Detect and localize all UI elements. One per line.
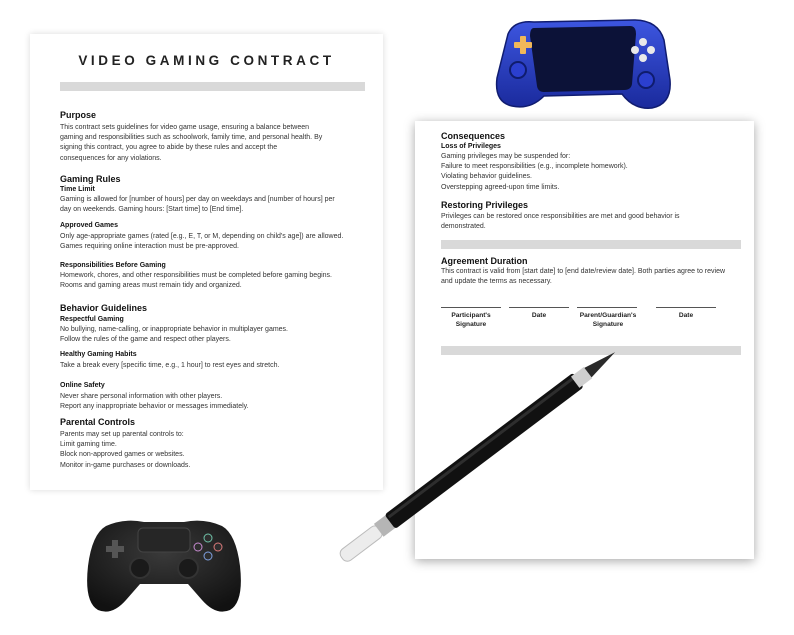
responsibilities-text bbox=[60, 271, 332, 291]
signature-line bbox=[509, 307, 569, 308]
label-line: Parent/Guardian's bbox=[579, 312, 637, 319]
purpose-text bbox=[60, 123, 322, 164]
time-limit-heading: Time Limit bbox=[60, 186, 95, 193]
page-title: VIDEO GAMING CONTRACT bbox=[78, 53, 335, 68]
signature-line bbox=[441, 307, 501, 308]
title-divider bbox=[60, 82, 365, 91]
gaming-rules-heading: Gaming Rules bbox=[60, 174, 121, 184]
text-line: Gaming is allowed for [number of hours] per day on weekdays and [number of hours] per bbox=[60, 196, 335, 203]
label-line: Participant's bbox=[451, 312, 491, 319]
text-line: Rooms and gaming areas must remain tidy and organized. bbox=[60, 282, 242, 290]
participant-signature-label bbox=[436, 311, 506, 329]
signature-line bbox=[577, 307, 637, 308]
text-line: Only age-appropriate games (rated [e.g., E, T, or M, depending on child's age]) are allowed. bbox=[60, 233, 344, 240]
agreement-heading: Agreement Duration bbox=[441, 256, 528, 266]
text-line: Violating behavior guidelines. bbox=[441, 173, 532, 181]
text-line: Homework, chores, and other responsibilities must be completed before gaming begins. bbox=[60, 272, 332, 279]
pen-icon bbox=[328, 336, 650, 572]
label-line: Signature bbox=[455, 321, 487, 328]
agreement-text bbox=[441, 267, 725, 287]
text-line: gaming and responsibilities such as schoolwork, family time, and personal health. By bbox=[60, 134, 323, 142]
text-line: Follow the rules of the game and respect other players. bbox=[60, 336, 231, 344]
text-line: Games requiring online interaction must be pre-approved. bbox=[60, 243, 239, 251]
approved-games-heading: Approved Games bbox=[60, 222, 118, 229]
text-line: Gaming privileges may be suspended for: bbox=[441, 153, 571, 160]
responsibilities-heading: Responsibilities Before Gaming bbox=[60, 262, 166, 269]
parent-date-label bbox=[651, 311, 721, 320]
text-line: Block non-approved games or websites. bbox=[60, 451, 185, 459]
online-safety-heading: Online Safety bbox=[60, 382, 105, 389]
text-line: Monitor in-game purchases or downloads. bbox=[60, 461, 191, 469]
respectful-text bbox=[60, 325, 288, 345]
handheld-console-icon bbox=[494, 14, 672, 112]
text-line: Parents may set up parental controls to: bbox=[60, 431, 184, 438]
text-line: and update the terms as necessary. bbox=[441, 278, 552, 286]
parental-heading: Parental Controls bbox=[60, 417, 136, 427]
section-divider bbox=[441, 240, 741, 249]
healthy-heading: Healthy Gaming Habits bbox=[60, 351, 137, 358]
label-line: Date bbox=[678, 312, 694, 319]
text-line: consequences for any violations. bbox=[60, 154, 162, 162]
signature-line bbox=[656, 307, 716, 308]
text-line: Failure to meet responsibilities (e.g., incomplete homework). bbox=[441, 163, 628, 171]
label-line: Signature bbox=[592, 321, 624, 328]
participant-date-label bbox=[504, 311, 574, 320]
text-line: This contract is valid from [start date] to [end date/review date]. Both parties agree to review bbox=[441, 268, 726, 275]
text-line: This contract sets guidelines for video game usage, ensuring a balance between bbox=[60, 124, 310, 131]
time-limit-text bbox=[60, 195, 335, 215]
restoring-text bbox=[441, 212, 680, 232]
loss-of-privileges-heading: Loss of Privileges bbox=[441, 143, 501, 150]
game-controller-icon bbox=[84, 516, 244, 616]
text-line: No bullying, name-calling, or inappropriate behavior in multiplayer games. bbox=[60, 326, 289, 333]
text-line: Limit gaming time. bbox=[60, 441, 117, 449]
restoring-heading: Restoring Privileges bbox=[441, 200, 529, 210]
text-line: Take a break every [specific time, e.g., 1 hour] to rest eyes and stretch. bbox=[60, 362, 280, 369]
text-line: day on weekends. Gaming hours: [Start time] to [End time]. bbox=[60, 206, 244, 214]
label-line: Date bbox=[531, 312, 547, 319]
approved-games-text bbox=[60, 232, 343, 252]
text-line: signing this contract, you agree to abide by these rules and accept the bbox=[60, 144, 278, 152]
purpose-heading: Purpose bbox=[60, 110, 97, 120]
online-safety-text bbox=[60, 392, 249, 412]
healthy-text bbox=[60, 361, 279, 371]
text-line: Report any inappropriate behavior or messages immediately. bbox=[60, 403, 249, 411]
consequences-heading: Consequences bbox=[441, 131, 506, 141]
text-line: Overstepping agreed-upon time limits. bbox=[441, 183, 560, 191]
behavior-heading: Behavior Guidelines bbox=[60, 303, 148, 313]
text-line: demonstrated. bbox=[441, 223, 486, 231]
text-line: Never share personal information with other players. bbox=[60, 393, 223, 400]
respectful-heading: Respectful Gaming bbox=[60, 316, 124, 323]
consequences-text bbox=[441, 152, 628, 193]
text-line: Privileges can be restored once responsibilities are met and good behavior is bbox=[441, 213, 680, 220]
parent-signature-label bbox=[573, 311, 643, 329]
parental-text bbox=[60, 430, 190, 471]
